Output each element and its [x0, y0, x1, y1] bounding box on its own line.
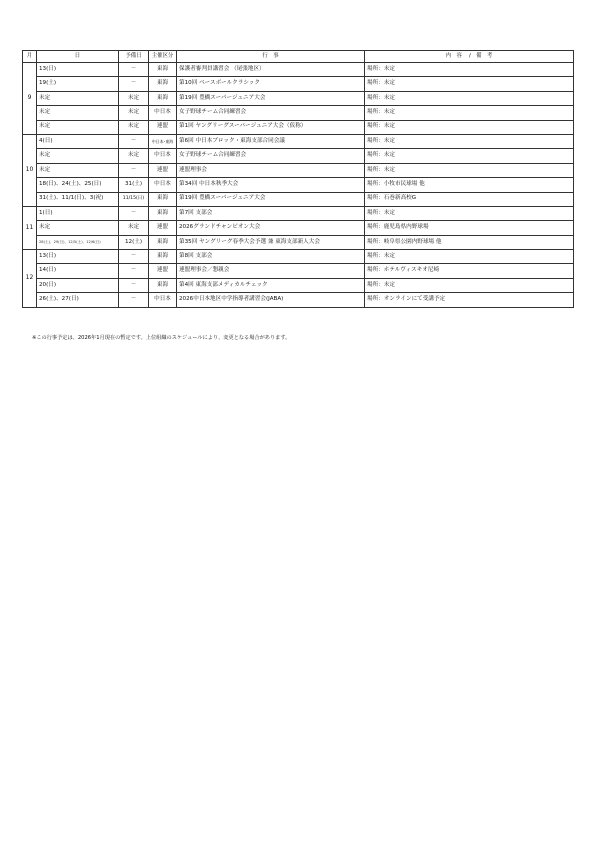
header-reserve-day: 予備日: [119, 51, 149, 63]
date-cell: 28(土)、29(日)、12/5(土)、12/6(日): [37, 235, 119, 249]
reserve-day-cell: 未定: [119, 91, 149, 105]
organizer-cell: 東海: [149, 250, 177, 264]
organizer-cell: 東海: [149, 235, 177, 249]
organizer-cell: 連盟: [149, 163, 177, 177]
event-cell: 第19回 豊橋スーパージュニア大会: [177, 91, 365, 105]
header-event: 行 事: [177, 51, 365, 63]
reserve-day-cell: 未定: [119, 120, 149, 134]
reserve-day-cell: －: [119, 163, 149, 177]
note-cell: 場所：鹿児島県内野球場: [365, 221, 574, 235]
header-month: 月: [23, 51, 37, 63]
month-cell: 9: [23, 63, 37, 135]
note-cell: 場所：未定: [365, 77, 574, 91]
event-cell: 保護者審判員講習会 （尾張地区）: [177, 63, 365, 77]
reserve-day-cell: －: [119, 206, 149, 220]
header-day: 日: [37, 51, 119, 63]
date-cell: 未定: [37, 120, 119, 134]
event-cell: 第7回 支部会: [177, 206, 365, 220]
table-row: [23, 235, 574, 249]
event-cell: 女子野球チーム合同練習会: [177, 149, 365, 163]
header-note: 内 容 / 備 考: [365, 51, 574, 63]
date-cell: 13(日): [37, 250, 119, 264]
organizer-cell: 連盟: [149, 264, 177, 278]
table-row: [23, 264, 574, 278]
note-cell: 場所：未定: [365, 91, 574, 105]
month-cell: 11: [23, 206, 37, 249]
reserve-day-cell: －: [119, 293, 149, 307]
table-row: [23, 106, 574, 120]
organizer-cell: 中日本: [149, 293, 177, 307]
organizer-cell: 中日本: [149, 149, 177, 163]
event-cell: 連盟理事会／懇親会: [177, 264, 365, 278]
event-cell: 第34回 中日本秋季大会: [177, 178, 365, 192]
date-cell: 20(日): [37, 278, 119, 292]
table-row: [23, 63, 574, 77]
event-cell: 第6回 中日本ブロック・東海支部合同会議: [177, 134, 365, 148]
reserve-day-cell: －: [119, 278, 149, 292]
event-cell: 2026中日本地区中学指導者講習会(JABA): [177, 293, 365, 307]
reserve-day-cell: 未定: [119, 149, 149, 163]
note-cell: 場所：石巻新高校G: [365, 192, 574, 206]
reserve-day-cell: －: [119, 77, 149, 91]
reserve-day-cell: －: [119, 250, 149, 264]
organizer-cell: 東海: [149, 63, 177, 77]
month-cell: 12: [23, 250, 37, 308]
note-cell: 場所：未定: [365, 163, 574, 177]
table-row: [23, 178, 574, 192]
date-cell: 13(日): [37, 63, 119, 77]
organizer-cell: 東海: [149, 91, 177, 105]
reserve-day-cell: 31(土): [119, 178, 149, 192]
note-cell: 場所：ホテルヴィスキオ尼崎: [365, 264, 574, 278]
organizer-cell: 中日本: [149, 178, 177, 192]
table-row: [23, 278, 574, 292]
note-cell: 場所：未定: [365, 278, 574, 292]
reserve-day-cell: 未定: [119, 106, 149, 120]
note-cell: 場所：未定: [365, 63, 574, 77]
date-cell: 未定: [37, 163, 119, 177]
event-cell: 女子野球チーム合同練習会: [177, 106, 365, 120]
date-cell: 14(日): [37, 264, 119, 278]
event-cell: 第8回 支部会: [177, 250, 365, 264]
date-cell: 未定: [37, 221, 119, 235]
event-schedule-table: [22, 50, 574, 308]
note-cell: 場所：未定: [365, 206, 574, 220]
header-organizer: 主催区分: [149, 51, 177, 63]
reserve-day-cell: －: [119, 63, 149, 77]
date-cell: 31(土)、11/1(日)、3(祝): [37, 192, 119, 206]
table-row: [23, 120, 574, 134]
table-row: [23, 221, 574, 235]
event-cell: 2026グランドチャンピオン大会: [177, 221, 365, 235]
table-row: [23, 192, 574, 206]
reserve-day-cell: 未定: [119, 221, 149, 235]
date-cell: 未定: [37, 149, 119, 163]
event-cell: 第4回 東海支部メディカルチェック: [177, 278, 365, 292]
table-row: [23, 134, 574, 148]
date-cell: 未定: [37, 91, 119, 105]
event-cell: 第1回 ヤングリーグスーパージュニア大会（仮称）: [177, 120, 365, 134]
organizer-cell: 連盟: [149, 221, 177, 235]
table-row: [23, 206, 574, 220]
organizer-cell: 連盟: [149, 120, 177, 134]
table-row: [23, 163, 574, 177]
organizer-cell: 東海: [149, 278, 177, 292]
table-row: [23, 77, 574, 91]
organizer-cell: 東海: [149, 77, 177, 91]
reserve-day-cell: 11/15(日): [119, 192, 149, 206]
reserve-day-cell: －: [119, 264, 149, 278]
note-cell: 場所：オンラインにて受講予定: [365, 293, 574, 307]
reserve-day-cell: 12(土): [119, 235, 149, 249]
organizer-cell: 中日本･東海: [149, 134, 177, 148]
date-cell: 未定: [37, 106, 119, 120]
note-cell: 場所：未定: [365, 120, 574, 134]
note-cell: 場所：未定: [365, 149, 574, 163]
date-cell: 19(土): [37, 77, 119, 91]
table-body: [23, 63, 574, 308]
date-cell: 1(日): [37, 206, 119, 220]
note-cell: 場所：小牧市民球場 他: [365, 178, 574, 192]
event-cell: 第19回 豊橋スーパージュニア大会: [177, 192, 365, 206]
table-header-row: [23, 51, 574, 63]
event-cell: 第10回 ベースボールクラシック: [177, 77, 365, 91]
note-cell: 場所：未定: [365, 106, 574, 120]
date-cell: 26(土)、27(日): [37, 293, 119, 307]
organizer-cell: 東海: [149, 206, 177, 220]
month-cell: 10: [23, 134, 37, 206]
table-row: [23, 293, 574, 307]
table-row: [23, 149, 574, 163]
reserve-day-cell: －: [119, 134, 149, 148]
organizer-cell: 中日本: [149, 106, 177, 120]
organizer-cell: 東海: [149, 192, 177, 206]
footnote: ※この行事予定は、2026年1月現在の暫定です。上位組織のスケジュールにより、変更となる場合があります。: [32, 335, 291, 341]
note-cell: 場所：岐阜県公園内野球場 他: [365, 235, 574, 249]
event-cell: 連盟理事会: [177, 163, 365, 177]
table-row: [23, 91, 574, 105]
table-row: [23, 250, 574, 264]
date-cell: 4(日): [37, 134, 119, 148]
date-cell: 18(日)、24(土)、25(日): [37, 178, 119, 192]
event-cell: 第35回 ヤングリーグ春季大会予選 兼 東海支部新人大会: [177, 235, 365, 249]
note-cell: 場所：未定: [365, 134, 574, 148]
note-cell: 場所：未定: [365, 250, 574, 264]
